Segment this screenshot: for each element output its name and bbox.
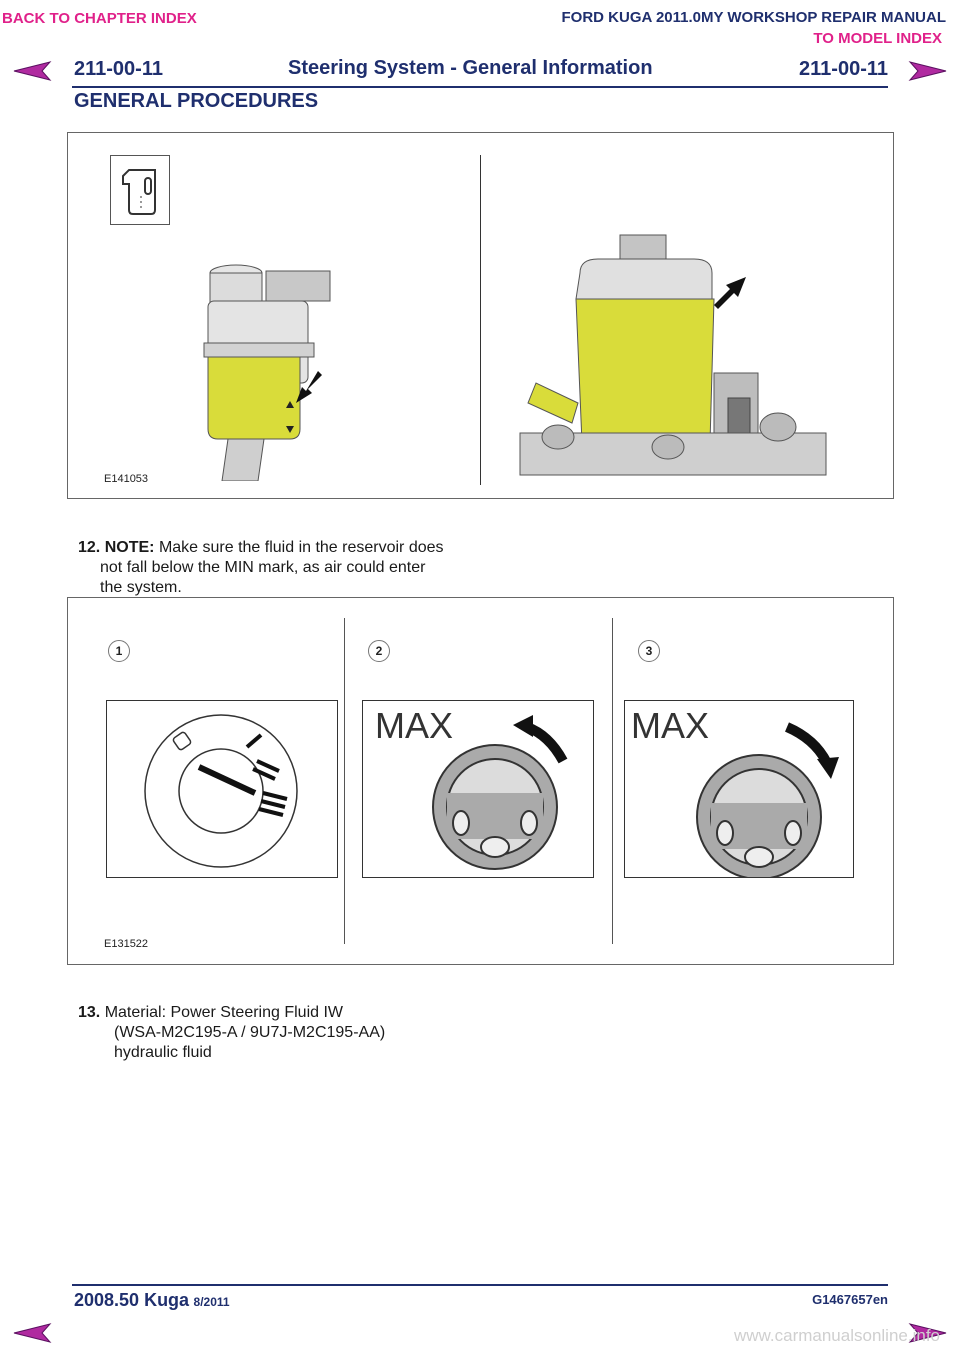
footer-date: 8/2011 — [193, 1295, 230, 1309]
step-13-line-2: (WSA-M2C195-A / 9U7J-M2C195-AA) — [114, 1024, 386, 1041]
page-title: Steering System - General Information — [288, 57, 653, 79]
reservoir-right-illustration — [518, 233, 838, 483]
next-page-arrow-icon[interactable] — [908, 60, 948, 82]
steering-right-panel — [624, 700, 854, 878]
to-model-index-link[interactable]: TO MODEL INDEX — [813, 30, 942, 47]
note-label: NOTE: — [104, 539, 155, 556]
figure-reservoir-fluid-level — [67, 132, 894, 499]
page-number-left: 211-00-11 — [74, 58, 163, 80]
reservoir-left-illustration — [196, 261, 346, 486]
figure2-ref: E131522 — [104, 938, 149, 950]
step-13-line-1: Material: Power Steering Fluid IW — [104, 1004, 344, 1021]
step-12-line-3: the system. — [100, 579, 182, 596]
figure2-divider-2 — [612, 618, 613, 944]
footer-prev-page-arrow-icon[interactable] — [12, 1322, 52, 1344]
step-12-line-2: not fall below the MIN mark, as air could enter — [100, 559, 426, 576]
fluid-container-icon — [110, 155, 170, 225]
section-heading: GENERAL PROCEDURES — [74, 90, 319, 112]
max-label-right: MAX — [631, 705, 710, 746]
step-13-material — [78, 1003, 343, 1023]
step-13-number: 13. — [78, 1004, 101, 1021]
step-12-note — [78, 538, 444, 558]
footer-rule — [72, 1284, 888, 1286]
ignition-switch-panel — [106, 700, 338, 878]
figure-steering-lock-to-lock — [67, 597, 894, 965]
header-rule — [72, 86, 888, 88]
callout-1: 1 — [108, 640, 130, 662]
figure2-divider-1 — [344, 618, 345, 944]
footer-code: G1467657en — [812, 1292, 888, 1307]
figure1-ref: E141053 — [104, 473, 149, 485]
steering-left-panel — [362, 700, 594, 878]
callout-3: 3 — [638, 640, 660, 662]
footer-model-name: 2008.50 Kuga — [74, 1290, 190, 1310]
prev-page-arrow-icon[interactable] — [12, 60, 52, 82]
back-to-chapter-index-link[interactable]: BACK TO CHAPTER INDEX — [2, 10, 197, 27]
step-12-number: 12. — [78, 539, 101, 556]
manual-title: FORD KUGA 2011.0MY WORKSHOP REPAIR MANUAL — [561, 9, 946, 26]
step-13-line-3: hydraulic fluid — [114, 1044, 212, 1061]
watermark-url: www.carmanualsonline.info — [734, 1326, 940, 1345]
footer-model — [74, 1290, 230, 1311]
figure1-divider — [480, 155, 481, 485]
callout-2: 2 — [368, 640, 390, 662]
step-12-line-1: Make sure the fluid in the reservoir does — [158, 539, 444, 556]
max-label-left: MAX — [375, 705, 454, 746]
page-number-right: 211-00-11 — [799, 58, 888, 80]
